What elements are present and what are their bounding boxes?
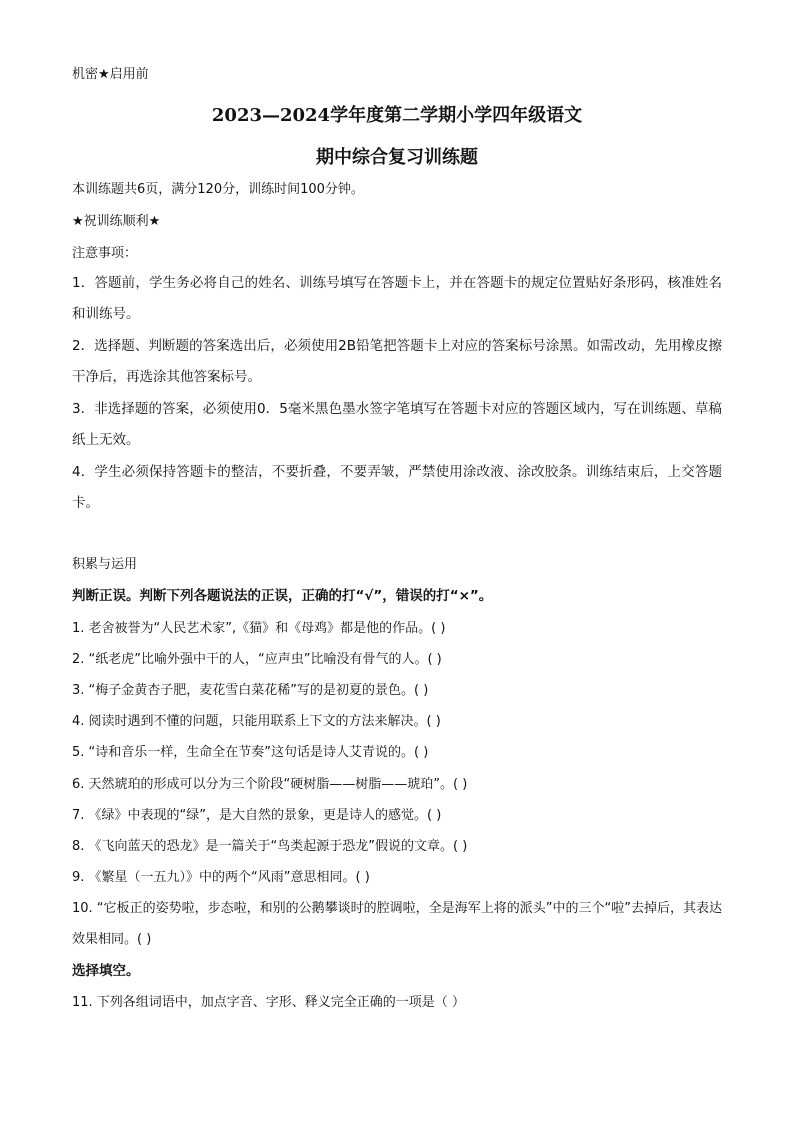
question-item: 11. 下列各组词语中，加点字音、字形、释义完全正确的一项是（ ） <box>72 995 465 1010</box>
question-item: 4. 阅读时遇到不懂的问题，只能用联系上下文的方法来解决。( ) <box>72 714 441 729</box>
document-subtitle: 期中综合复习训练题 <box>316 147 478 168</box>
question-item: 5. “诗和音乐一样，生命全在节奏”这句话是诗人艾青说的。( ) <box>72 745 429 760</box>
notes-heading: 注意事项： <box>72 246 138 261</box>
question-item: 2. “纸老虎”比喻外强中干的人，“应声虫”比喻没有骨气的人。( ) <box>72 652 442 667</box>
question-item: 7. 《绿》中表现的“绿”，是大自然的景象，更是诗人的感觉。( ) <box>72 808 442 823</box>
judge-heading: 判断正误。判断下列各题说法的正误，正确的打“√”，错误的打“×”。 <box>72 588 493 604</box>
note-item: 1．答题前，学生务必将自己的姓名、训练号填写在答题卡上，并在答题卡的规定位置贴好条形码，核准姓名和训练号。 <box>72 275 722 322</box>
question-item: 1. 老舍被誉为“人民艺术家”,《猫》和《母鸡》都是他的作品。( ) <box>72 621 446 636</box>
note-item: 2．选择题、判断题的答案选出后，必须使用2B铅笔把答题卡上对应的答案标号涂黑。如需改动，先用橡皮擦干净后，再选涂其他答案标号。 <box>72 338 722 385</box>
question-item: 8. 《飞向蓝天的恐龙》是一篇关于“鸟类起源于恐龙”假说的文章。( ) <box>72 839 468 854</box>
document-title: 2023—2024学年度第二学期小学四年级语文 <box>211 105 583 126</box>
question-item: 3. “梅子金黄杏子肥，麦花雪白菜花稀”写的是初夏的景色。( ) <box>72 683 429 698</box>
section-title: 积累与运用 <box>72 557 138 572</box>
note-item: 4．学生必须保持答题卡的整洁，不要折叠，不要弄皱，严禁使用涂改液、涂改胶条。训练结束后，上交答题卡。 <box>72 464 722 511</box>
question-item: 9. 《繁星（一五九）》中的两个“风雨”意思相同。( ) <box>72 870 370 885</box>
exam-info: 本训练题共6页，满分120分，训练时间100分钟。 <box>72 182 364 197</box>
confidential-label: 机密★启用前 <box>72 67 149 82</box>
question-item: 10. “它板正的姿势啦，步态啦，和别的公鹅攀谈时的腔调啦，全是海军上将的派头”中的三个“啦”去掉后，其表达效果相同。( ) <box>72 901 722 947</box>
note-item: 3．非选择题的答案，必须使用0．5毫米黑色墨水签字笔填写在答题卡对应的答题区域内，写在训练题、草稿纸上无效。 <box>72 401 722 448</box>
wish-line: ★祝训练顺利★ <box>72 214 161 229</box>
choice-heading: 选择填空。 <box>72 963 140 979</box>
question-item: 6. 天然琥珀的形成可以分为三个阶段“硬树脂——树脂——琥珀”。( ) <box>72 777 468 792</box>
